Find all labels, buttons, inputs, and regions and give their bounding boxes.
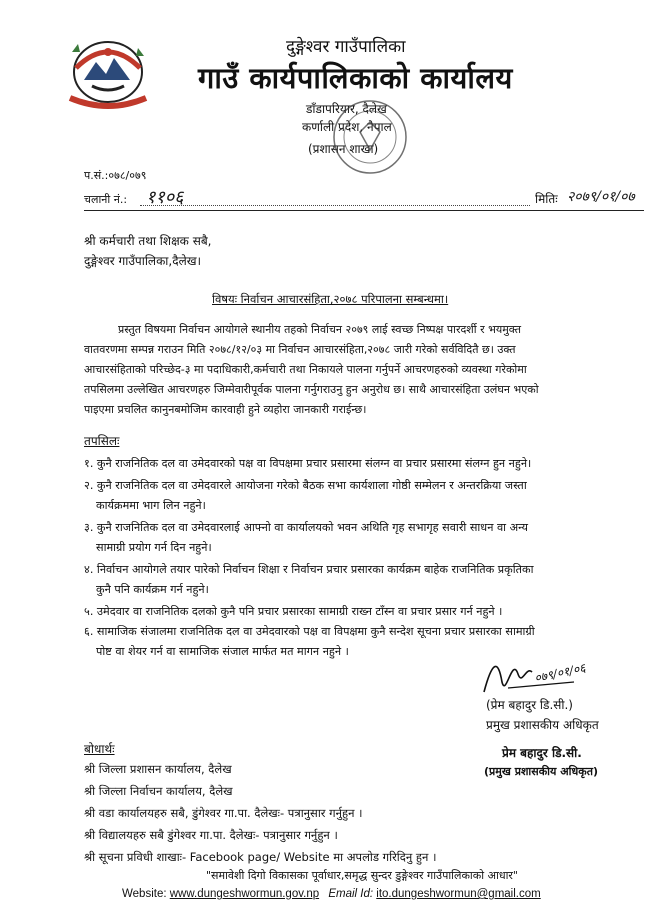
schedule-item-cont: कुनै पनि कार्यक्रम गर्न नहुने। — [96, 583, 209, 596]
cc-item: श्री सूचना प्रविधी शाखाः- Facebook page/ Website मा अपलोड गरिदिनु हुन । — [84, 850, 437, 864]
schedule-heading: तपसिलः — [84, 434, 120, 448]
body-line: आचारसंहिताको परिच्छेद-३ मा पदाधिकारी,कर्मचारी तथा निकायले पालना गर्नुपर्ने आचरणहरुको व्यवस्था गरेकोमा — [84, 363, 527, 376]
date-label: मितिः — [535, 192, 558, 206]
dotted-divider — [140, 205, 530, 206]
seal-name: प्रेम बहादुर डि.सी. — [502, 746, 582, 760]
subject-line: विषयः निर्वाचन आचारसंहिता,२०७८ परिपालना सम्बन्धमा। — [212, 292, 449, 306]
schedule-item: ६. सामाजिक संजालमा राजनितिक दल वा उमेदवारको पक्ष वा विपक्षमा कुनै सन्देश सूचना प्रचार प्रसारका सामाग्री — [84, 625, 535, 638]
schedule-item-cont: कार्यक्रममा भाग लिन नहुने। — [96, 499, 206, 512]
schedule-item: ३. कुनै राजनितिक दल वा उमेदवारलाई आफ्नो वा कार्यालयको भवन अथिति गृह सभागृह सवारी साधन वा अन्य — [84, 521, 528, 534]
nepal-emblem-logo — [62, 28, 154, 114]
footer-slogan: "समावेशी दिगो विकासका पूर्वाधार,समृद्ध सुन्दर डुङ्गेश्वर गाउँपालिकाको आधार" — [206, 869, 518, 882]
cc-item: श्री जिल्ला निर्वाचन कार्यालय, दैलेख — [84, 784, 233, 798]
schedule-item: २. कुनै राजनितिक दल वा उमेदवारले आयोजना गरेको बैठक सभा कार्यशाला गोष्ठी सम्मेलन र अन्तरक्रिया जस्ता — [84, 479, 527, 492]
body-line: तपसिलमा उल्लेखित आचरणहरु जिम्मेवारीपूर्वक पालना गर्नुगराउनु हुन अनुरोध छ। साथै आचारसंहिता उलंघन भएको — [84, 383, 539, 396]
schedule-item-cont: पोष्ट वा शेयर गर्न वा सामाजिक संजाल मार्फत मत मागन नहुने । — [96, 645, 349, 658]
office-stamp — [326, 94, 414, 180]
dispatch-number-value: ११०६ — [146, 187, 184, 208]
recipient-line-1: श्री कर्मचारी तथा शिक्षक सबै, — [84, 234, 212, 248]
cc-item: श्री विद्यालयहरु सबै डुंगेश्वर गा.पा. दैलेखः- पत्रानुसार गर्नुहुन । — [84, 828, 338, 842]
org-name: दुङ्गेश्वर गाउँपालिका — [286, 37, 406, 57]
website-link[interactable]: www.dungeshwormun.gov.np — [169, 888, 320, 900]
dispatch-number-label: चलानी नं.: — [84, 193, 128, 206]
cc-heading: बोधार्थः — [84, 742, 115, 756]
body-line: पाइएमा प्रचलित कानुनबमोजिम कारवाही हुने व्यहोरा जानकारी गराईन्छ। — [84, 403, 367, 416]
body-line: प्रस्तुत विषयमा निर्वाचन आयोगले स्थानीय तहको निर्वाचन २०७९ लाई स्वच्छ निष्पक्ष पारदर्शी र भयमुक्त — [118, 323, 521, 336]
address-line-3: (प्रशासन शाखा) — [308, 142, 379, 156]
signatory-title: प्रमुख प्रशासकीय अधिकृत — [486, 718, 599, 732]
office-title: गाउँ कार्यपालिकाको कार्यालय — [198, 61, 513, 95]
body-line: वातवरणमा सम्पन्न गराउन मिति २०७८/१२/०३ मा निर्वाचन आचारसंहिता,२०७८ जारी गरेको सर्वविदितै छ। उक्त — [84, 343, 516, 356]
signatory-name: (प्रेम बहादुर डि.सी.) — [486, 698, 573, 712]
schedule-item: ५. उमेदवार वा राजनितिक दलको कुनै पनि प्रचार प्रसारका सामाग्री राख्न टाँस्न वा प्रचार प्रसार गर्न नहुने । — [84, 605, 503, 618]
header-rule — [84, 210, 644, 211]
reference-number: प.सं.:०७८/०७९ — [84, 169, 147, 182]
cc-item: श्री जिल्ला प्रशासन कार्यालय, दैलेख — [84, 762, 232, 776]
cc-item: श्री वडा कार्यालयहरु सबै, डुंगेश्वर गा.पा. दैलेखः- पत्रानुसार गर्नुहुन । — [84, 806, 363, 820]
signature-date: ०७९/०१/०६ — [533, 660, 587, 686]
address-line-2: कर्णाली प्रदेश, नेपाल — [302, 120, 392, 134]
footer-contact — [122, 888, 541, 900]
date-value: २०७९/०१/०७ — [567, 189, 635, 205]
recipient-line-2: दुङ्गेश्वर गाउँपालिका,दैलेख। — [84, 254, 202, 268]
address-line-1: डाँडापरियार, दैलेख — [306, 102, 387, 116]
email-label: Email Id: — [328, 888, 374, 900]
seal-title: (प्रमुख प्रशासकीय अधिकृत) — [484, 765, 598, 778]
schedule-item: ४. निर्वाचन आयोगले तयार पारेको निर्वाचन शिक्षा र निर्वाचन प्रचार प्रसारका कार्यक्रम बाहेक राजनितिक प्रकृतिका — [84, 563, 534, 576]
schedule-item: १. कुनै राजनितिक दल वा उमेदवारको पक्ष वा विपक्षमा प्रचार प्रसारमा संलग्न वा प्रचार प्रसारमा संलग्न हुन नहुने। — [84, 457, 532, 470]
website-label: Website: — [122, 888, 167, 900]
schedule-item-cont: सामाग्री प्रयोग गर्न दिन नहुने। — [96, 541, 212, 554]
email-link[interactable]: ito.dungeshwormun@gmail.com — [376, 888, 541, 900]
